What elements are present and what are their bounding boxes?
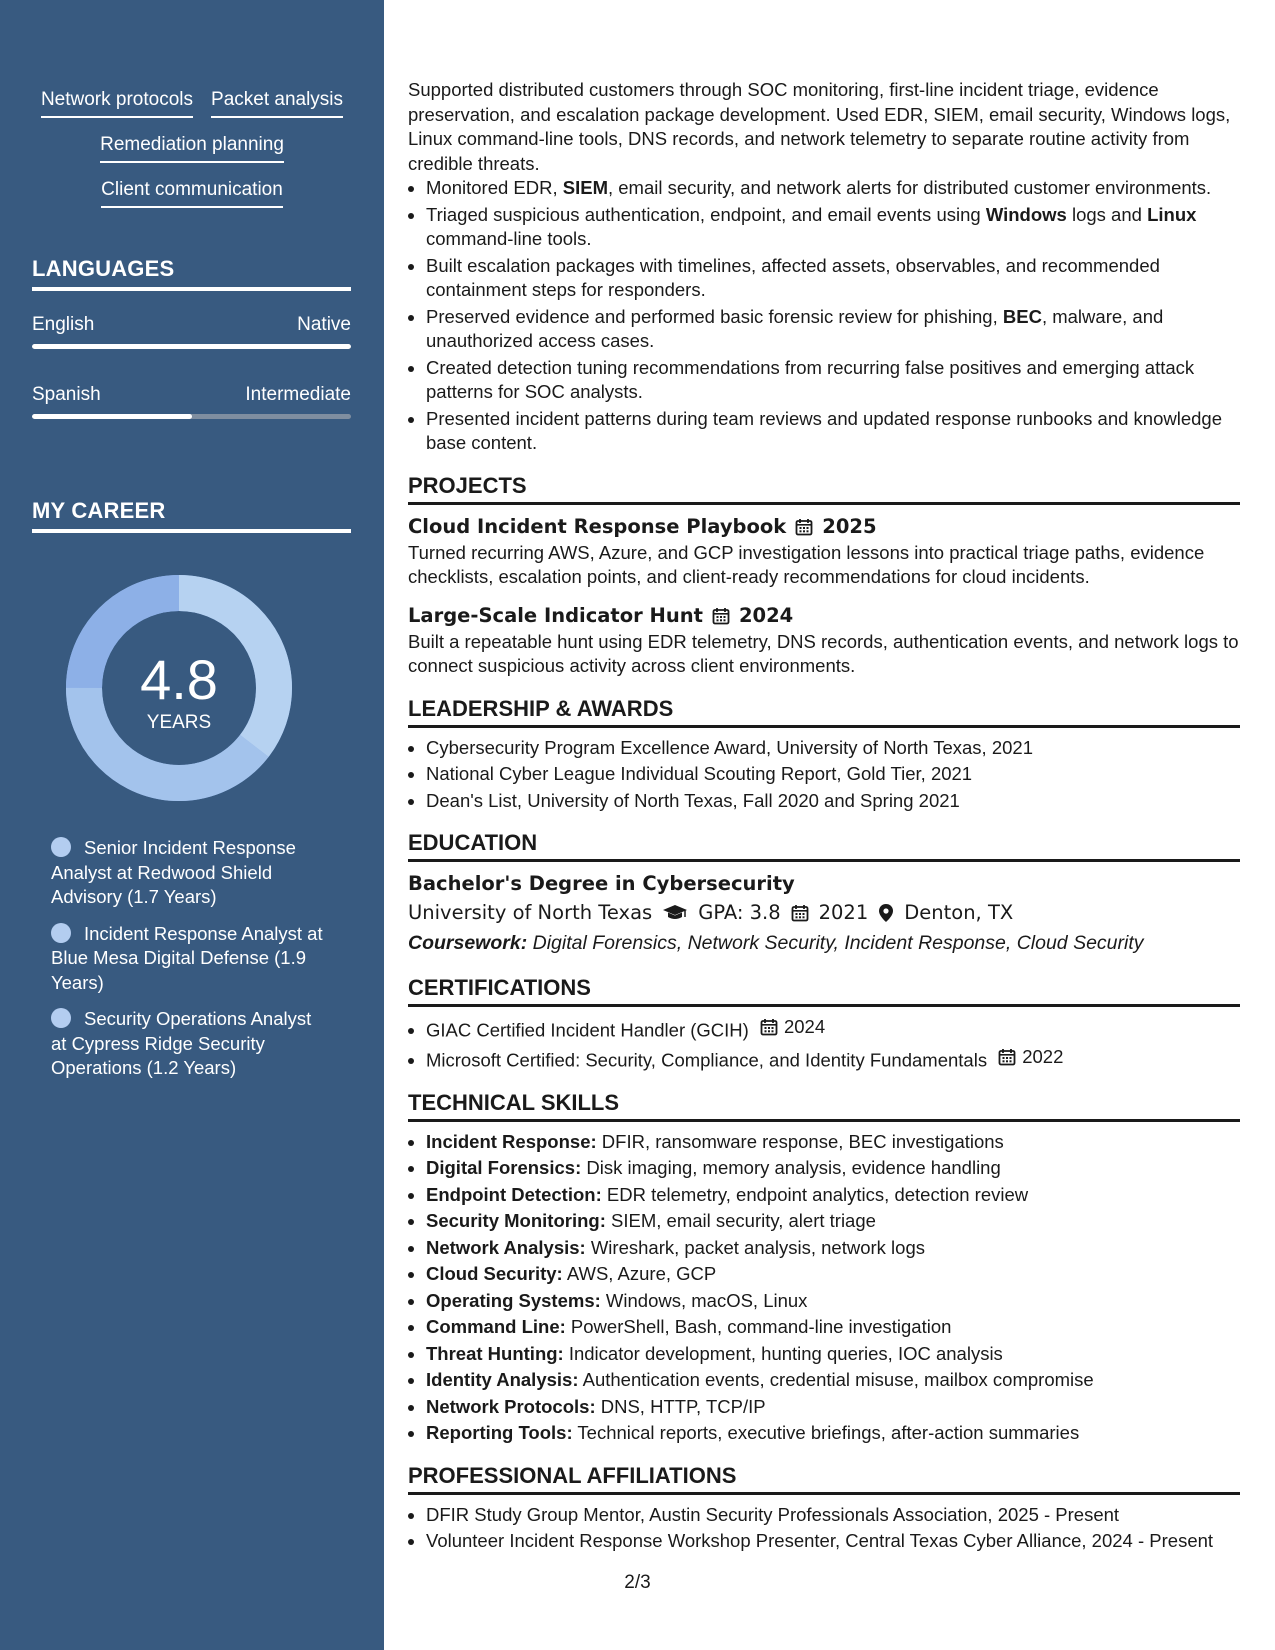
certification-year: 2022 [1022, 1045, 1064, 1067]
skill-tag: Remediation planning [100, 131, 284, 163]
skill-tag: Network protocols [41, 86, 193, 118]
experience-bullets [408, 176, 1240, 456]
calendar-icon [712, 607, 730, 625]
language-bar-fill [32, 414, 192, 419]
skill-item [426, 1289, 1240, 1314]
experience-summary: Supported distributed customers through SOC monitoring, first-line incident triage, evidence preservation, and escalation package development. Used EDR, SIEM, email security, Windows logs, Linux command-line tools, DNS records, and network telemetry to separate routine activity from credible threats. [408, 79, 1231, 174]
bullet-text: logs and [1066, 203, 1148, 225]
career-item [51, 922, 331, 996]
experience-bullet [426, 254, 1240, 303]
career-total-value: 4.8 [140, 648, 218, 711]
gpa: GPA: 3.8 [698, 901, 781, 924]
career-item-text: Incident Response Analyst at Blue Mesa Digital Defense (1.9 Years) [51, 922, 323, 993]
technical-skills-list [408, 1130, 1240, 1446]
bullet-bold: BEC [1002, 305, 1042, 327]
project-year: 2025 [822, 514, 877, 538]
project-name: Cloud Incident Response Playbook [408, 514, 787, 538]
skill-tag: Client communication [101, 176, 283, 208]
experience-bullet [426, 176, 1240, 201]
calendar-icon [795, 518, 813, 536]
awards-list [408, 736, 1240, 814]
language-level: Native [297, 314, 351, 335]
career-item-text: Security Operations Analyst at Cypress Ridge Security Operations (1.2 Years) [51, 1008, 312, 1078]
skill-item [426, 1395, 1240, 1420]
skill-label: Security Monitoring: [426, 1210, 606, 1231]
skill-value: Authentication events, credential misuse, mailbox compromise [582, 1369, 1094, 1390]
bullet-bold: SIEM [562, 177, 608, 198]
certification-name: GIAC Certified Incident Handler (GCIH) [426, 1019, 749, 1041]
skill-value: Windows, macOS, Linux [605, 1289, 808, 1311]
skill-value: EDR telemetry, endpoint analytics, detection review [606, 1183, 1029, 1205]
career-dot-icon [51, 837, 71, 857]
bullet-text: , email security, and network alerts for distributed customer environments. [607, 177, 1212, 198]
affiliations-list [408, 1503, 1240, 1554]
skill-value: Technical reports, executive briefings, after-action summaries [577, 1422, 1080, 1443]
skill-row [32, 176, 352, 221]
skill-value: DFIR, ransomware response, BEC investigations [601, 1130, 1004, 1152]
page-number: 2/3 [624, 1572, 651, 1593]
certifications-heading: CERTIFICATIONS [408, 974, 1240, 1007]
career-heading: MY CAREER [32, 497, 351, 533]
project-year: 2024 [738, 603, 794, 627]
project-description: Built a repeatable hunt using EDR telemetry, DNS records, authentication events, and network logs to connect suspicious activity across client environments. [408, 630, 1239, 676]
skill-label: Identity Analysis: [426, 1369, 579, 1390]
certification-name: Microsoft Certified: Security, Compliance, and Identity Fundamentals [426, 1049, 988, 1070]
awards-heading: LEADERSHIP & AWARDS [408, 695, 1240, 728]
coursework-label: Coursework: [408, 932, 528, 954]
skill-item [426, 1368, 1240, 1393]
project-name: Large-Scale Indicator Hunt [408, 603, 703, 627]
language-bar [32, 414, 351, 419]
certification-year: 2024 [783, 1016, 826, 1037]
main-content [408, 78, 1240, 1556]
career-list [51, 836, 331, 1093]
career-item [51, 836, 331, 910]
skill-row [32, 86, 352, 131]
skill-label: Network Analysis: [426, 1236, 586, 1258]
project-description: Turned recurring AWS, Azure, and GCP investigation lessons into practical triage paths, evidence checklists, escalation points, and client-ready recommendations for cloud incidents. [408, 541, 1205, 587]
skill-tag: Packet analysis [211, 86, 343, 118]
sidebar [0, 0, 384, 1650]
skill-value: SIEM, email security, alert triage [611, 1210, 876, 1231]
experience-bullet [426, 356, 1240, 405]
skill-label: Endpoint Detection: [426, 1183, 602, 1205]
bullet-text: Monitored EDR, [426, 177, 563, 198]
skill-row [32, 131, 352, 176]
career-donut-chart [66, 575, 292, 801]
career-dot-icon [51, 923, 71, 943]
skill-label: Operating Systems: [426, 1289, 601, 1311]
skill-item [426, 1156, 1240, 1181]
career-dot-icon [51, 1008, 71, 1028]
skill-value: Wireshark, packet analysis, network logs [590, 1236, 925, 1258]
education-heading: EDUCATION [408, 829, 1240, 862]
experience-bullet [426, 407, 1240, 456]
calendar-icon [998, 1048, 1016, 1066]
affiliations-heading: PROFESSIONAL AFFILIATIONS [408, 1462, 1240, 1495]
skill-item [426, 1130, 1240, 1155]
language-row [32, 383, 351, 407]
career-item-text: Senior Incident Response Analyst at Redwood Shield Advisory (1.7 Years) [51, 837, 296, 907]
certification-item [426, 1015, 1240, 1043]
bullet-text: Built escalation packages with timelines, affected assets, observables, and recommended containment steps for responders. [426, 254, 1160, 300]
degree-title: Bachelor's Degree in Cybersecurity [408, 872, 795, 895]
skill-label: Incident Response: [426, 1130, 597, 1152]
skill-label: Digital Forensics: [426, 1157, 582, 1178]
skill-item [426, 1262, 1240, 1287]
graduation-year: 2021 [818, 901, 869, 924]
coursework [408, 928, 1240, 958]
career-total-unit: YEARS [146, 712, 212, 733]
languages-heading: LANGUAGES [32, 255, 351, 291]
skill-value: AWS, Azure, GCP [566, 1263, 717, 1284]
bullet-text: Presented incident patterns during team reviews and updated response runbooks and knowledge base content. [426, 407, 1223, 453]
award-item: • Dean's List, University of North Texas, Fall 2020 and Spring 2021 [426, 789, 1240, 814]
affiliation-item: • Volunteer Incident Response Workshop Presenter, Central Texas Cyber Alliance, 2024 - Present [426, 1529, 1240, 1554]
certification-date [760, 1015, 825, 1040]
bullet-bold: Linux [1147, 203, 1197, 225]
certifications-list [408, 1015, 1240, 1073]
project-title [408, 513, 1240, 541]
skill-label: Network Protocols: [426, 1395, 596, 1417]
skill-value: DNS, HTTP, TCP/IP [600, 1395, 766, 1417]
bullet-text: Triaged suspicious authentication, endpoint, and email events using [426, 203, 986, 225]
experience-bullet [426, 203, 1240, 252]
school-name: University of North Texas [408, 901, 653, 924]
skill-item [426, 1315, 1240, 1340]
map-pin-icon [878, 903, 894, 923]
language-bar [32, 344, 351, 349]
skill-label: Cloud Security: [426, 1263, 563, 1284]
bullet-text: command-line tools. [426, 228, 592, 249]
experience-bullet [426, 305, 1240, 354]
calendar-icon [760, 1018, 778, 1036]
skill-label: Command Line: [426, 1316, 566, 1337]
language-bar-fill [32, 344, 351, 349]
graduation-cap-icon [662, 904, 688, 922]
technical-skills-heading: TECHNICAL SKILLS [408, 1089, 1240, 1122]
skills-tags [32, 86, 352, 221]
skill-item [426, 1342, 1240, 1367]
skill-label: Threat Hunting: [426, 1342, 564, 1364]
bullet-text: Created detection tuning recommendations from recurring false positives and emerging attack patterns for SOC analysts. [426, 356, 1195, 402]
bullet-bold: Windows [985, 203, 1067, 225]
skill-item [426, 1209, 1240, 1234]
education-meta [408, 898, 1240, 928]
skill-value: PowerShell, Bash, command-line investigation [570, 1316, 952, 1337]
skill-value: Indicator development, hunting queries, IOC analysis [568, 1342, 1003, 1364]
award-item: • National Cyber League Individual Scouting Report, Gold Tier, 2021 [426, 762, 1240, 787]
skill-item [426, 1183, 1240, 1208]
career-item [51, 1007, 331, 1081]
skill-value: Disk imaging, memory analysis, evidence handling [586, 1157, 1001, 1178]
skill-item [426, 1421, 1240, 1446]
award-item: • Cybersecurity Program Excellence Award, University of North Texas, 2021 [426, 736, 1240, 761]
coursework-list: Digital Forensics, Network Security, Incident Response, Cloud Security [532, 932, 1144, 954]
calendar-icon [791, 904, 809, 922]
project-title [408, 602, 1240, 630]
language-name: English [32, 314, 95, 335]
bullet-text: Preserved evidence and performed basic forensic review for phishing, [426, 305, 1003, 327]
skill-label: Reporting Tools: [426, 1422, 573, 1443]
certification-item [426, 1045, 1240, 1073]
language-row [32, 313, 351, 337]
language-name: Spanish [32, 384, 101, 405]
projects-heading: PROJECTS [408, 472, 1240, 505]
skill-item [426, 1236, 1240, 1261]
language-level: Intermediate [245, 384, 351, 405]
certification-date [998, 1045, 1063, 1070]
affiliation-item: • DFIR Study Group Mentor, Austin Security Professionals Association, 2025 - Present [426, 1503, 1240, 1528]
bullet-text: , malware, and unauthorized access cases. [426, 305, 1164, 351]
school-location: Denton, TX [904, 901, 1014, 924]
